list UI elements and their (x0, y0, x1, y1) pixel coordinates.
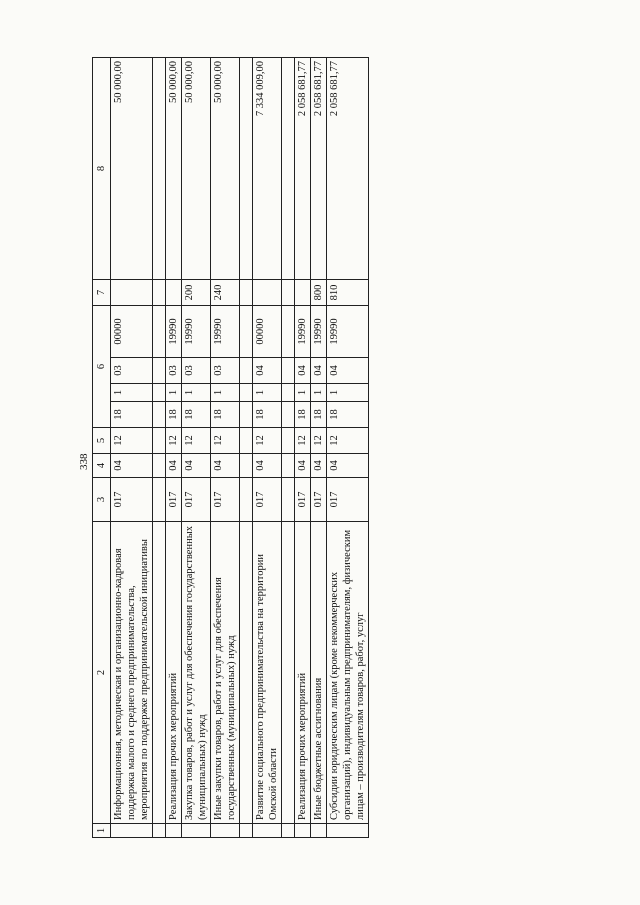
spacer-cell (282, 306, 295, 358)
row-col-1 (211, 824, 240, 838)
spacer-cell (153, 478, 166, 522)
row-name: Иные закупки товаров, работ и услуг для обеспечения государственных (муниципальных) нужд (211, 522, 240, 824)
row-name: Закупка товаров, работ и услуг для обеспечения государственных (муниципальных) нужд (182, 522, 211, 824)
spacer-cell (240, 454, 253, 478)
row-code-5: 12 (211, 428, 240, 454)
spacer-cell (153, 280, 166, 306)
table-row (253, 58, 282, 838)
spacer-cell (153, 402, 166, 428)
table-row (211, 58, 240, 838)
row-code-3: 017 (111, 478, 153, 522)
spacer-cell (282, 280, 295, 306)
spacer-cell (240, 384, 253, 402)
row-col-1 (253, 824, 282, 838)
row-code-6a: 18 (166, 402, 182, 428)
row-code-7 (295, 280, 311, 306)
budget-table (92, 57, 369, 838)
table-row (311, 58, 327, 838)
row-code-7: 240 (211, 280, 240, 306)
row-code-6a: 18 (253, 402, 282, 428)
row-name: Реализация прочих мероприятий (166, 522, 182, 824)
row-code-6c: 03 (211, 358, 240, 384)
spacer-cell (153, 454, 166, 478)
row-col-1 (111, 824, 153, 838)
row-amount: 2 058 681,77 (311, 58, 327, 280)
row-code-6b: 1 (253, 384, 282, 402)
row-code-3: 017 (253, 478, 282, 522)
header-col-1: 1 (93, 824, 111, 838)
header-col-3: 3 (93, 478, 111, 522)
row-code-6b: 1 (182, 384, 211, 402)
row-code-4: 04 (295, 454, 311, 478)
row-col-1 (327, 824, 369, 838)
spacer-cell (282, 58, 295, 280)
spacer-cell (153, 522, 166, 824)
row-col-1 (182, 824, 211, 838)
spacer-row (153, 58, 166, 838)
spacer-cell (240, 58, 253, 280)
row-code-6a: 18 (111, 402, 153, 428)
row-code-5: 12 (253, 428, 282, 454)
row-code-3: 017 (166, 478, 182, 522)
row-code-6d: 00000 (253, 306, 282, 358)
row-code-6d: 19990 (295, 306, 311, 358)
row-code-6b: 1 (327, 384, 369, 402)
row-code-6a: 18 (182, 402, 211, 428)
row-code-6d: 19990 (182, 306, 211, 358)
header-row (93, 58, 111, 838)
row-code-3: 017 (211, 478, 240, 522)
row-name: Субсидии юридическим лицам (кроме некоммерческих организаций), индивидуальным предпринимателям, физическим лицам – производителям товаров, работ, услуг (327, 522, 369, 824)
spacer-cell (240, 824, 253, 838)
spacer-cell (282, 454, 295, 478)
row-col-1 (295, 824, 311, 838)
row-code-3: 017 (327, 478, 369, 522)
table-row (111, 58, 153, 838)
row-code-6b: 1 (311, 384, 327, 402)
spacer-cell (240, 522, 253, 824)
row-code-7: 800 (311, 280, 327, 306)
spacer-cell (282, 358, 295, 384)
row-code-6d: 19990 (211, 306, 240, 358)
row-code-3: 017 (182, 478, 211, 522)
header-col-7: 7 (93, 280, 111, 306)
row-col-1 (166, 824, 182, 838)
row-amount: 50 000,00 (211, 58, 240, 280)
row-code-4: 04 (111, 454, 153, 478)
spacer-cell (153, 384, 166, 402)
spacer-cell (153, 428, 166, 454)
table-row (182, 58, 211, 838)
row-code-6d: 19990 (327, 306, 369, 358)
spacer-cell (240, 358, 253, 384)
row-code-6c: 03 (111, 358, 153, 384)
header-col-5: 5 (93, 428, 111, 454)
page-number: 338 (78, 453, 90, 470)
spacer-cell (282, 478, 295, 522)
row-code-6a: 18 (311, 402, 327, 428)
row-code-4: 04 (166, 454, 182, 478)
spacer-row (240, 58, 253, 838)
row-name: Иные бюджетные ассигнования (311, 522, 327, 824)
header-col-4: 4 (93, 454, 111, 478)
row-code-6d: 19990 (311, 306, 327, 358)
row-amount: 2 058 681,77 (295, 58, 311, 280)
row-code-4: 04 (182, 454, 211, 478)
header-col-2: 2 (93, 522, 111, 824)
row-name: Реализация прочих мероприятий (295, 522, 311, 824)
row-code-7 (253, 280, 282, 306)
row-code-4: 04 (253, 454, 282, 478)
row-code-4: 04 (211, 454, 240, 478)
spacer-row (282, 58, 295, 838)
row-code-5: 12 (182, 428, 211, 454)
rotated-table-container (92, 58, 462, 838)
spacer-cell (282, 522, 295, 824)
row-code-6d: 19990 (166, 306, 182, 358)
row-amount: 50 000,00 (111, 58, 153, 280)
row-code-5: 12 (166, 428, 182, 454)
row-code-6b: 1 (295, 384, 311, 402)
row-code-5: 12 (295, 428, 311, 454)
row-code-6c: 03 (182, 358, 211, 384)
row-code-6b: 1 (211, 384, 240, 402)
row-code-4: 04 (311, 454, 327, 478)
table-row (166, 58, 182, 838)
row-code-5: 12 (311, 428, 327, 454)
row-name: Информационная, методическая и организационно-кадровая поддержка малого и среднего предпринимательства, мероприятия по поддержке предпринимательской инициативы (111, 522, 153, 824)
row-code-3: 017 (311, 478, 327, 522)
spacer-cell (240, 280, 253, 306)
table-row (295, 58, 311, 838)
row-code-6b: 1 (111, 384, 153, 402)
spacer-cell (282, 824, 295, 838)
header-col-8: 8 (93, 58, 111, 280)
row-amount: 50 000,00 (182, 58, 211, 280)
row-name: Развитие социального предпринимательства на территории Омской области (253, 522, 282, 824)
spacer-cell (240, 478, 253, 522)
row-code-7: 810 (327, 280, 369, 306)
row-code-7: 200 (182, 280, 211, 306)
spacer-cell (240, 428, 253, 454)
row-amount: 2 058 681,77 (327, 58, 369, 280)
row-amount: 50 000,00 (166, 58, 182, 280)
row-code-6d: 00000 (111, 306, 153, 358)
spacer-cell (282, 402, 295, 428)
row-code-5: 12 (111, 428, 153, 454)
row-amount: 7 334 009,00 (253, 58, 282, 280)
spacer-cell (240, 306, 253, 358)
row-code-6c: 04 (253, 358, 282, 384)
row-code-3: 017 (295, 478, 311, 522)
spacer-cell (282, 384, 295, 402)
row-code-6c: 03 (166, 358, 182, 384)
row-code-6a: 18 (327, 402, 369, 428)
row-code-7 (166, 280, 182, 306)
row-code-6b: 1 (166, 384, 182, 402)
table-row (327, 58, 369, 838)
spacer-cell (153, 824, 166, 838)
row-code-5: 12 (327, 428, 369, 454)
row-col-1 (311, 824, 327, 838)
spacer-cell (153, 306, 166, 358)
spacer-cell (153, 58, 166, 280)
spacer-cell (282, 428, 295, 454)
row-code-6c: 04 (311, 358, 327, 384)
row-code-6a: 18 (295, 402, 311, 428)
row-code-6c: 04 (295, 358, 311, 384)
row-code-4: 04 (327, 454, 369, 478)
row-code-6a: 18 (211, 402, 240, 428)
row-code-7 (111, 280, 153, 306)
spacer-cell (153, 358, 166, 384)
row-code-6c: 04 (327, 358, 369, 384)
header-col-6: 6 (93, 306, 111, 428)
spacer-cell (240, 402, 253, 428)
